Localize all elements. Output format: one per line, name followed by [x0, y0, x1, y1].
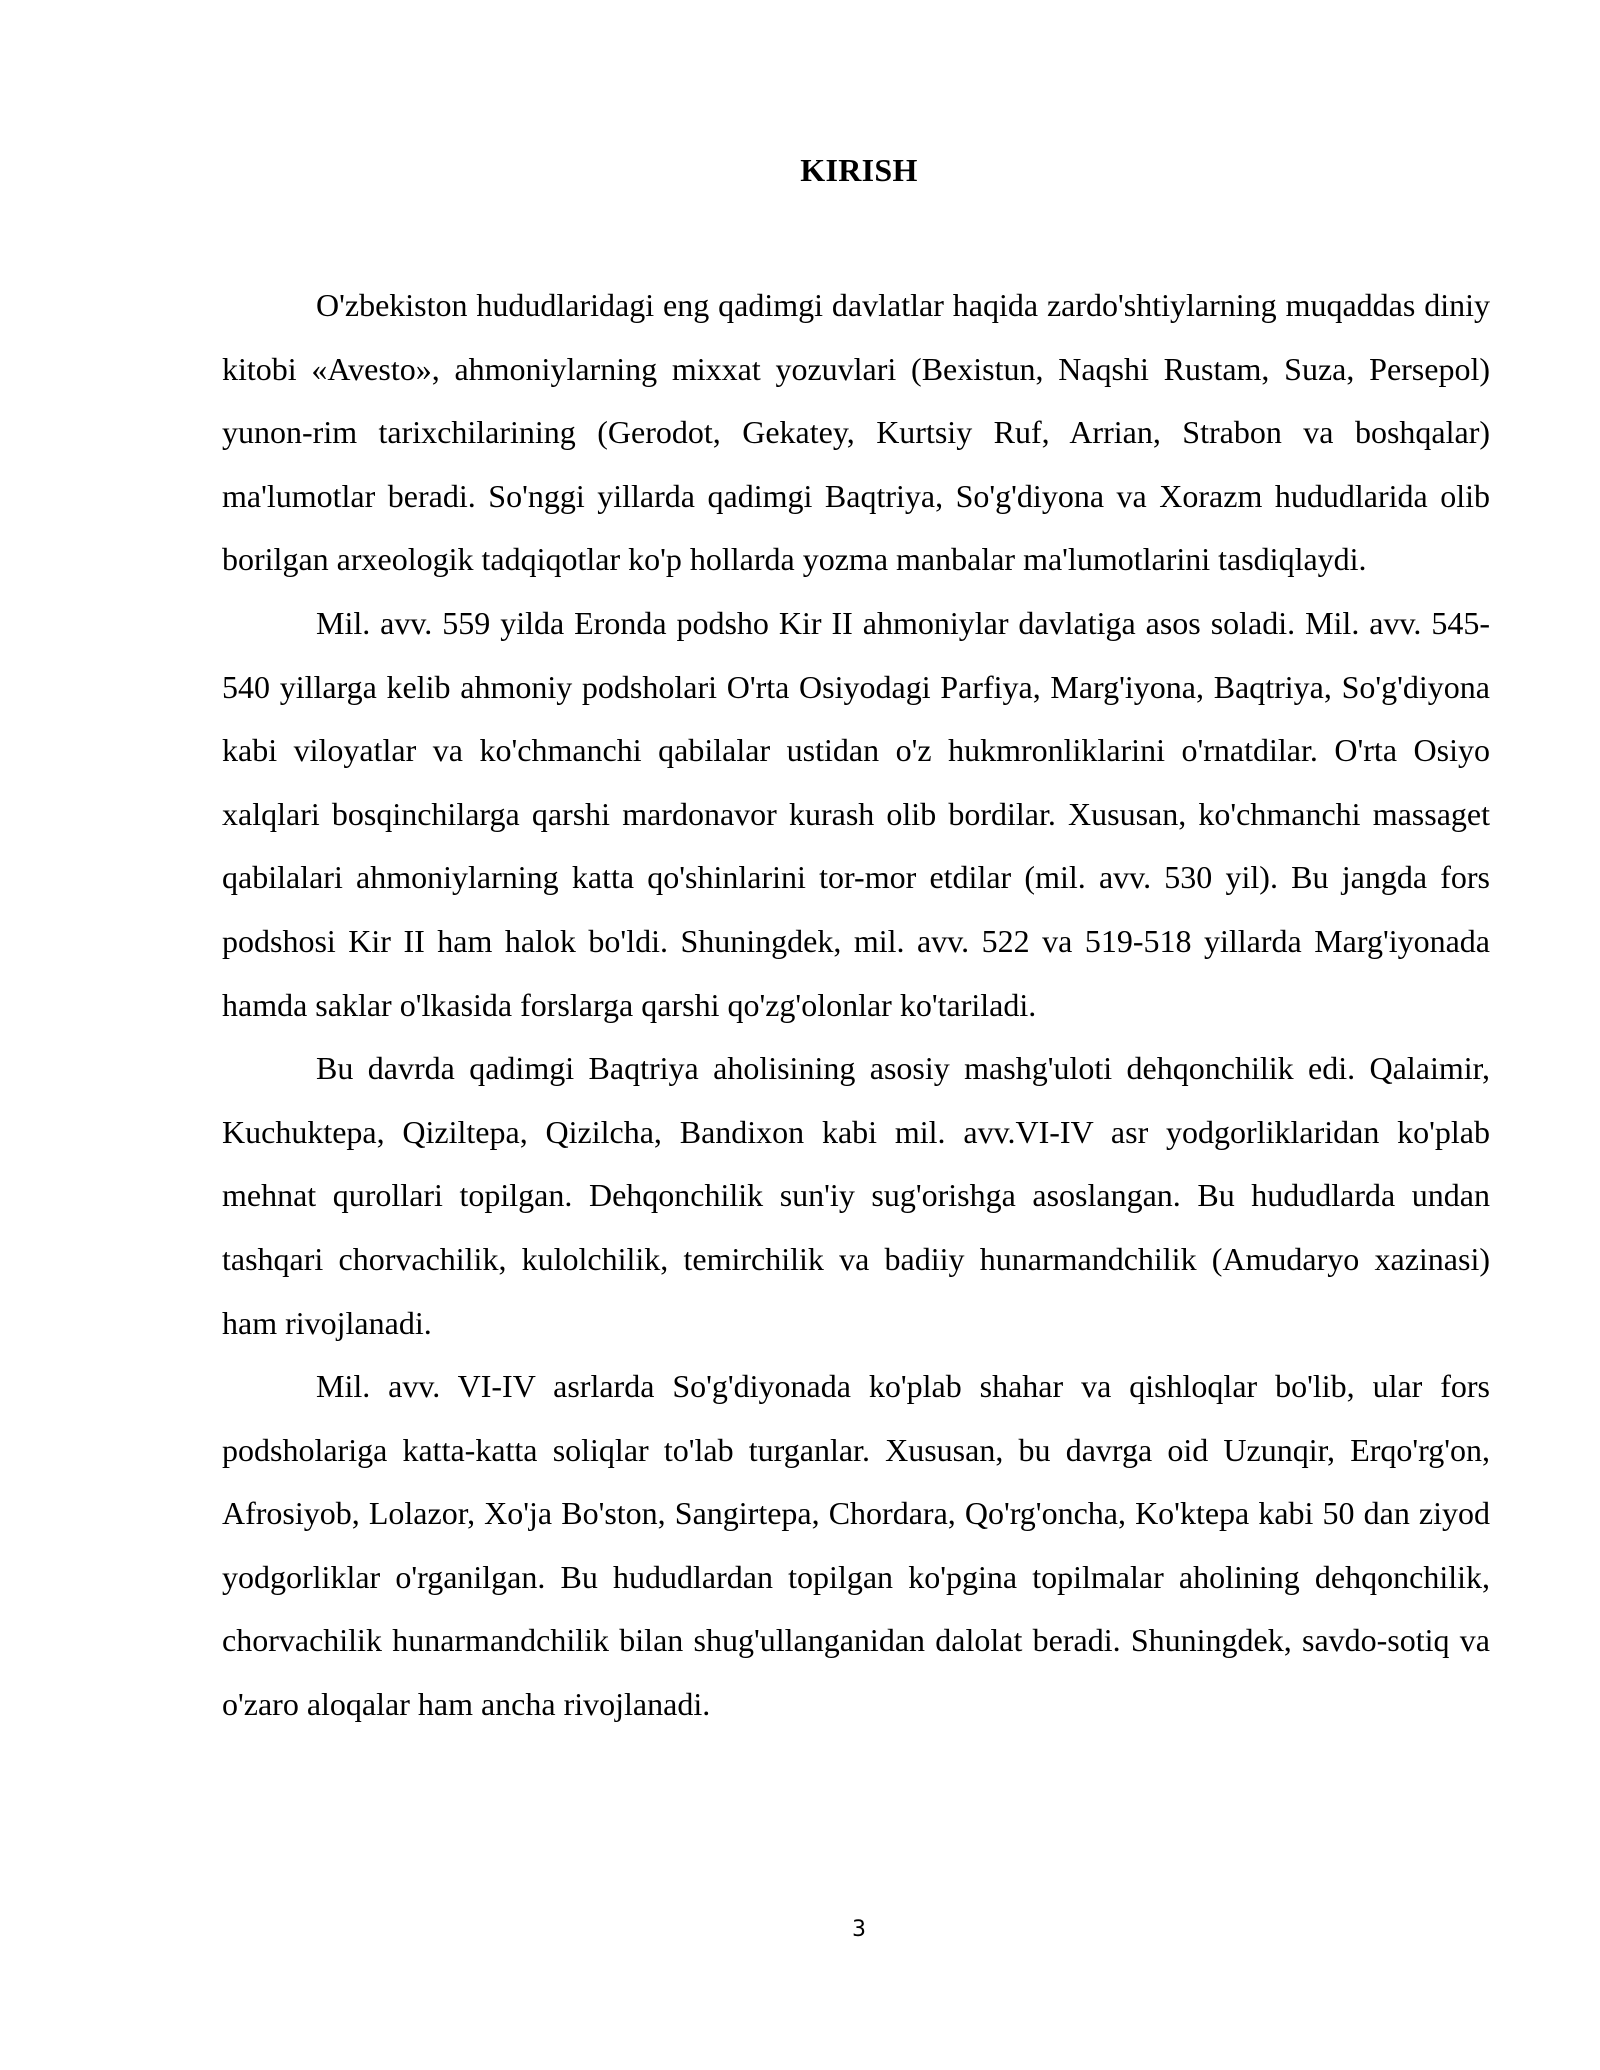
paragraph: Bu davrda qadimgi Baqtriya aholisining asosiy mashg'uloti dehqonchilik edi. Qalaimir, Kuchuktepa, Qiziltepa, Qizilcha, Bandixon kabi mil. avv.VI-IV asr yodgorliklaridan ko'plab mehnat qurollari topilgan. Dehqonchilik sun'iy sug'orishga asoslangan. Bu hududlarda undan tashqari chorvachilik, kulolchilik, temirchilik va badiiy hunarmandchilik (Amudaryo xazinasi) ham rivojlanadi. [222, 1050, 1490, 1341]
paragraph: O'zbekiston hududlaridagi eng qadimgi davlatlar haqida zardo'shtiylarning muqaddas diniy kitobi «Avesto», ahmoniylarning mixxat yozuvlari (Bexistun, Naqshi Rustam, Suza, Persepol) yunon-rim tarixchilarining (Gerodot, Gekatey, Kurtsiy Ruf, Arrian, Strabon va boshqalar) ma'lumotlar beradi. So'nggi yillarda qadimgi Baqtriya, So'g'diyona va Xorazm hududlarida olib borilgan arxeologik tadqiqotlar ko'p hollarda yozma manbalar ma'lumotlarini tasdiqlaydi. [222, 287, 1490, 578]
paragraph: Mil. avv. VI-IV asrlarda So'g'diyonada ko'plab shahar va qishloqlar bo'lib, ular fors podsholariga katta-katta soliqlar to'lab turganlar. Xususan, bu davrga oid Uzunqir, Erqo'rg'on, Afrosiyob, Lolazor, Xo'ja Bo'ston, Sangirtepa, Chordara, Qo'rg'oncha, Ko'ktepa kabi 50 dan ziyod yodgorliklar o'rganilgan. Bu hududlardan topilgan ko'pgina topilmalar aholining dehqonchilik, chorvachilik hunarmandchilik bilan shug'ullanganidan dalolat beradi. Shuningdek, savdo-sotiq va o'zaro aloqalar ham ancha rivojlanadi. [222, 1368, 1490, 1723]
body-text [222, 274, 1490, 1737]
page-number: 3 [852, 1917, 866, 1942]
page-title: KIRISH [800, 152, 918, 188]
paragraph: Mil. avv. 559 yilda Eronda podsho Kir II ahmoniylar davlatiga asos soladi. Mil. avv. 545-540 yillarga kelib ahmoniy podsholari O'rta Osiyodagi Parfiya, Marg'iyona, Baqtriya, So'g'diyona kabi viloyatlar va ko'chmanchi qabilalar ustidan o'z hukmronliklarini o'rnatdilar. O'rta Osiyo xalqlari bosqinchilarga qarshi mardonavor kurash olib bordilar. Xususan, ko'chmanchi massaget qabilalari ahmoniylarning katta qo'shinlarini tor-mor etdilar (mil. avv. 530 yil). Bu jangda fors podshosi Kir II ham halok bo'ldi. Shuningdek, mil. avv. 522 va 519-518 yillarda Marg'iyonada hamda saklar o'lkasida forslarga qarshi qo'zg'olonlar ko'tariladi. [222, 604, 1490, 1023]
